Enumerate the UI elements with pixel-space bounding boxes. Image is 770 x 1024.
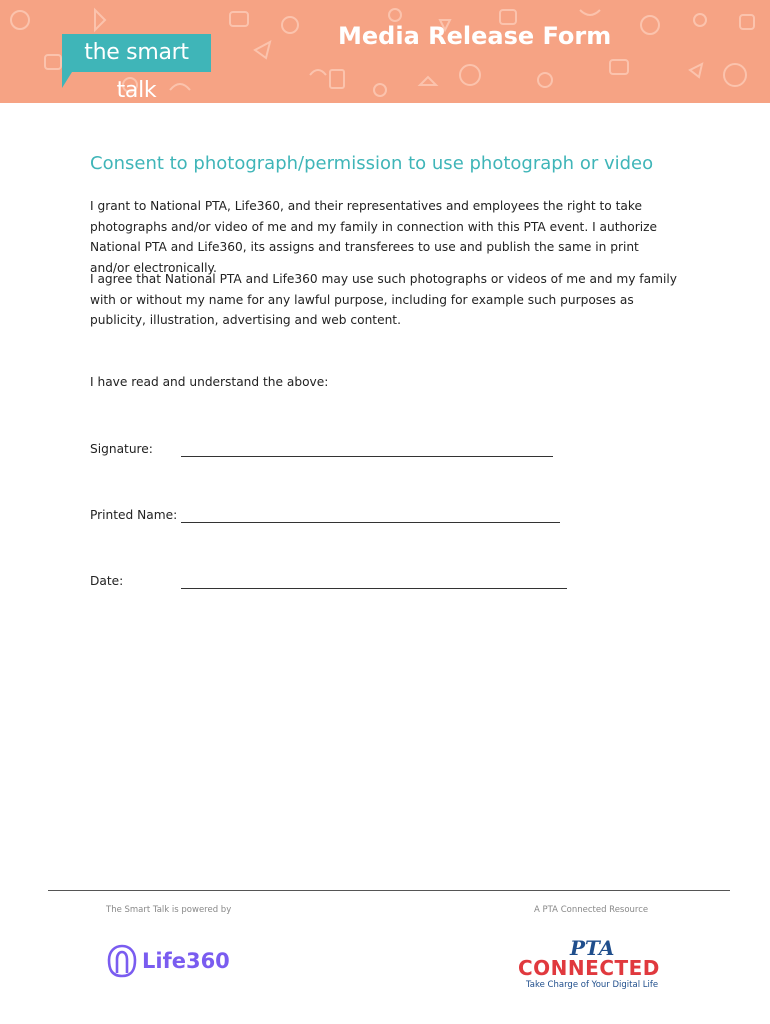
acknowledgement-text: I have read and understand the above:: [90, 375, 329, 389]
smart-talk-logo: the smart talk: [62, 34, 211, 72]
consent-paragraph-1: I grant to National PTA, Life360, and their representatives and employees the right to take photographs and/or video of me and my family in connection with this PTA event. I authorize National PTA and Life360, its assigns and transferees to use and publish the same in print and/or electronically.: [90, 199, 657, 275]
section-heading: Consent to photograph/permission to use photograph or video: [90, 153, 654, 174]
powered-by-text: The Smart Talk is powered by: [106, 905, 232, 915]
printed-name-label: Printed Name:: [90, 508, 178, 522]
pta-logo-main: CONNECTED: [518, 956, 660, 980]
life360-logo: [106, 942, 230, 980]
pta-logo-top: PTA: [570, 936, 615, 960]
pta-logo-tagline: Take Charge of Your Digital Life: [526, 980, 659, 990]
page-title: Media Release Form: [338, 22, 612, 50]
life360-mark-icon: [106, 943, 138, 979]
date-line[interactable]: [181, 588, 567, 589]
date-label: Date:: [90, 574, 124, 588]
consent-paragraph-2: I agree that National PTA and Life360 may use such photographs or videos of me and my family with or without my name for any lawful purpose, including for example such purposes as publicity, illustration, advertising and web content.: [90, 272, 677, 327]
signature-line[interactable]: [181, 456, 553, 457]
pta-resource-text: A PTA Connected Resource: [534, 905, 649, 915]
printed-name-line[interactable]: [181, 522, 560, 523]
footer-divider: [48, 890, 730, 891]
life360-logo-text: Life360: [142, 949, 230, 973]
header-banner: [0, 0, 770, 103]
smart-talk-logo-tail: [62, 72, 72, 88]
signature-label: Signature:: [90, 442, 153, 456]
